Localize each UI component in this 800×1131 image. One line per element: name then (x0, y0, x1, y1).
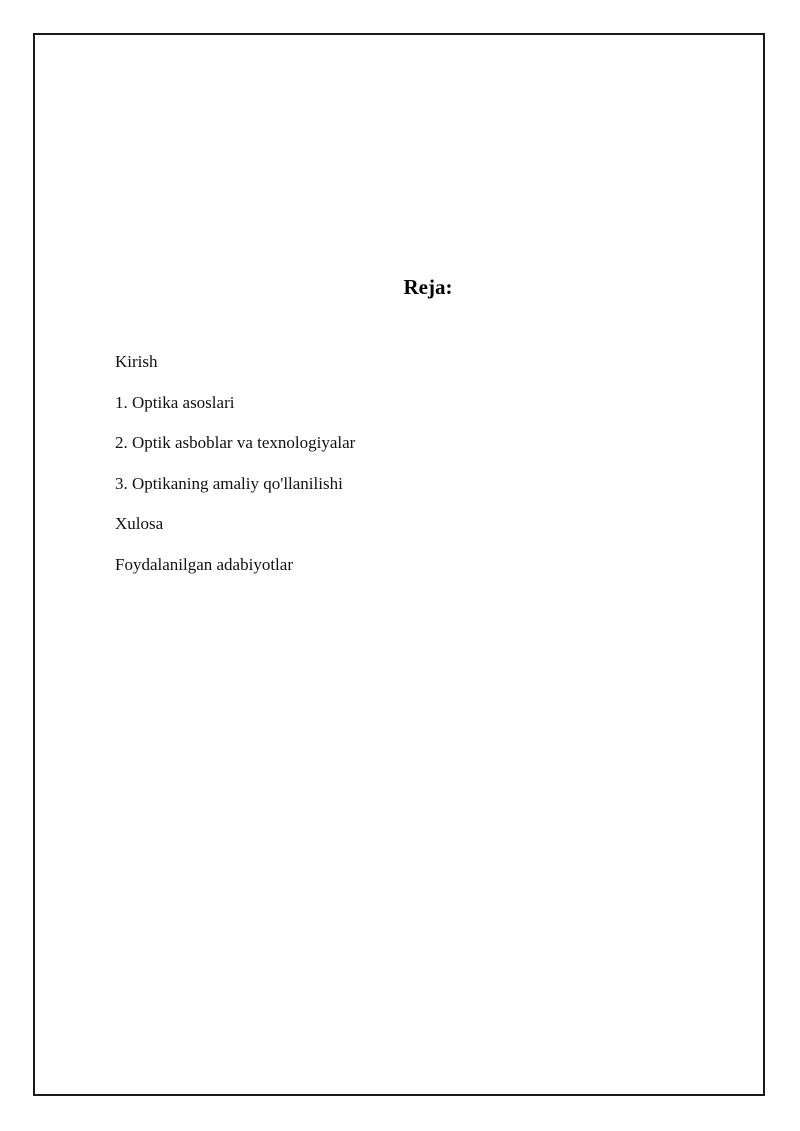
plan-list (115, 350, 355, 593)
page-title: Reja: (403, 275, 453, 299)
list-item-chapter-3: 3. Optikaning amaliy qo'llanilishi (115, 473, 343, 493)
list-item-conclusion: Xulosa (115, 514, 164, 533)
list-item-references: Foydalanilgan adabiyotlar (115, 554, 293, 574)
list-item-chapter-1: 1. Optika asoslari (115, 392, 235, 412)
list-item-introduction: Kirish (115, 352, 158, 371)
list-item-chapter-2: 2. Optik asboblar va texnologiyalar (115, 433, 356, 452)
